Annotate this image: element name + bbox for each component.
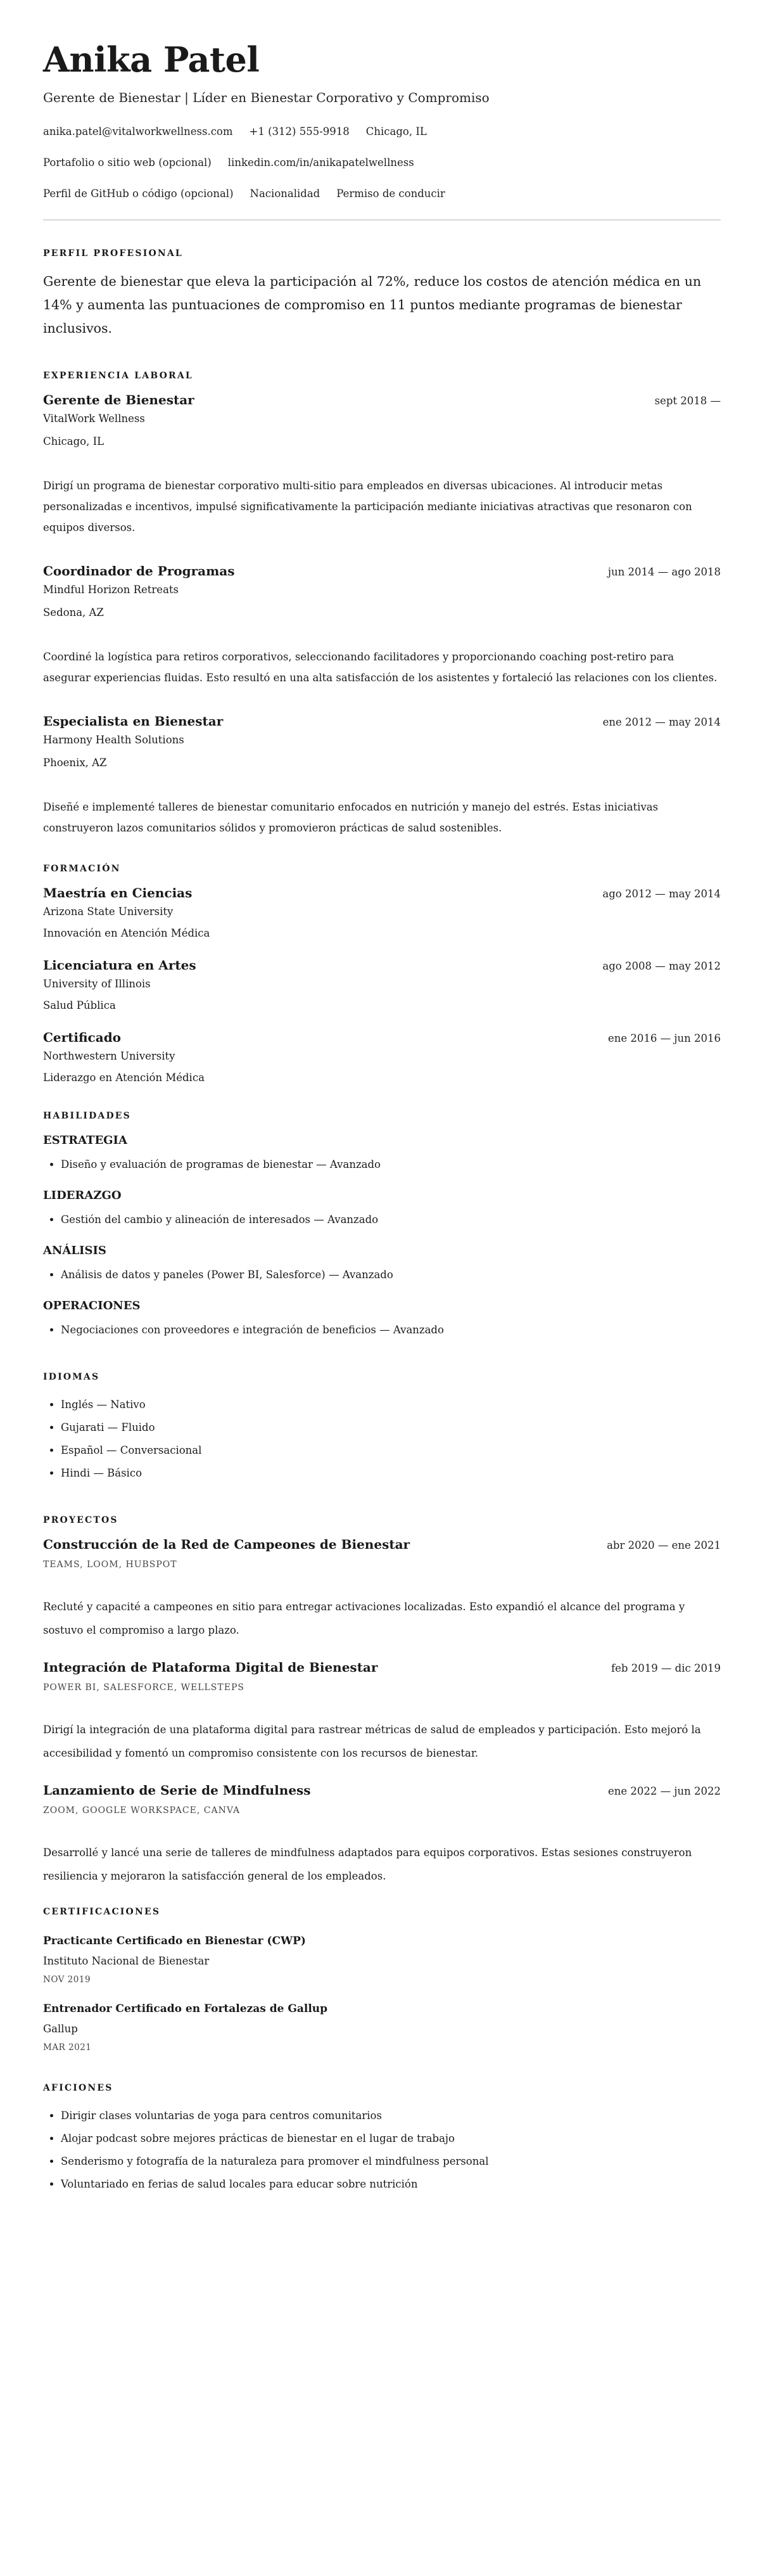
project-dates: ene 2022 — jun 2022 (608, 1785, 721, 1797)
skill-category: OPERACIONES (43, 1299, 141, 1312)
project-description: Desarrollé y lancé una serie de talleres de mindfulness adaptados para equipos corporativos. Estas sesiones construyeron resiliencia y mejoraron la satisfacción general de los empleados. (43, 1847, 692, 1882)
section-heading: PROYECTOS (43, 1515, 118, 1525)
certification-title: Entrenador Certificado en Fortalezas de Gallup (43, 2002, 328, 2015)
education-entry (43, 1030, 721, 1086)
nationality: Nacionalidad (250, 188, 320, 200)
education-entry (43, 958, 721, 1013)
degree: Maestría en Ciencias (43, 885, 193, 900)
driving-license: Permiso de conducir (336, 188, 445, 200)
github-link[interactable]: Perfil de GitHub o código (opcional) (43, 188, 234, 200)
section-heading: EXPERIENCIA LABORAL (43, 371, 193, 381)
section-heading: FORMACIÓN (43, 864, 121, 874)
project-dates: abr 2020 — ene 2021 (607, 1539, 721, 1551)
job-location: Chicago, IL (43, 435, 104, 447)
skill-category: ANÁLISIS (43, 1244, 106, 1257)
contact-row (43, 186, 721, 202)
job-title: Gerente de Bienestar (43, 392, 194, 407)
job-company: Harmony Health Solutions (43, 734, 184, 746)
skills-section (43, 1111, 721, 1342)
project-title: Lanzamiento de Serie de Mindfulness (43, 1783, 311, 1798)
skill-item: • Análisis de datos y paneles (Power BI, Salesforce) — Avanzado (61, 1264, 721, 1286)
school: Northwestern University (43, 1050, 175, 1062)
education-dates: ago 2008 — may 2012 (602, 960, 721, 972)
certification-date: MAR 2021 (43, 2042, 92, 2053)
experience-section (43, 371, 721, 838)
project-dates: feb 2019 — dic 2019 (611, 1662, 721, 1674)
project-title: Integración de Plataforma Digital de Bienestar (43, 1660, 378, 1675)
certification-entry (43, 2002, 721, 2053)
project-tech: POWER BI, SALESFORCE, WELLSTEPS (43, 1682, 244, 1693)
language-item: • Inglés — Nativo (61, 1394, 721, 1416)
project-entry (43, 1783, 721, 1888)
section-heading: IDIOMAS (43, 1372, 100, 1382)
job-company: Mindful Horizon Retreats (43, 584, 179, 596)
languages-section (43, 1372, 721, 1485)
summary-section (43, 248, 721, 340)
education-dates: ene 2016 — jun 2016 (608, 1032, 721, 1044)
hobbies-section (43, 2083, 721, 2196)
hobby-item: • Alojar podcast sobre mejores prácticas de bienestar en el lugar de trabajo (61, 2127, 721, 2150)
job-title: Coordinador de Programas (43, 563, 235, 579)
job-description: Diseñé e implementé talleres de bienestar comunitario enfocados en nutrición y manejo del estrés. Estas iniciativas construyeron lazos comunitarios sólidos y promovieron prácticas de salud sostenibles. (43, 801, 659, 834)
hobby-item: • Voluntariado en ferias de salud locales para educar sobre nutrición (61, 2173, 721, 2196)
job-entry (43, 714, 721, 838)
header-divider (43, 219, 721, 221)
contact-row (43, 155, 721, 170)
project-entry (43, 1660, 721, 1765)
job-location: Phoenix, AZ (43, 757, 107, 769)
linkedin-link[interactable]: linkedin.com/in/anikapatelwellness (227, 157, 414, 169)
skill-item: • Diseño y evaluación de programas de bienestar — Avanzado (61, 1153, 721, 1176)
field: Innovación en Atención Médica (43, 927, 210, 939)
phone: +1 (312) 555-9918 (249, 125, 350, 138)
project-title: Construcción de la Red de Campeones de Bienestar (43, 1537, 410, 1552)
job-dates: sept 2018 — (654, 395, 721, 407)
language-item: • Hindi — Básico (61, 1462, 721, 1485)
project-tech: TEAMS, LOOM, HUBSPOT (43, 1560, 177, 1570)
certification-title: Practicante Certificado en Bienestar (CWP) (43, 1935, 306, 1947)
section-heading: AFICIONES (43, 2083, 113, 2093)
school: University of Illinois (43, 978, 151, 990)
job-description: Coordiné la logística para retiros corporativos, seleccionando facilitadores y proporcionando coaching post-retiro para asegurar experiencias fluidas. Esto resultó en una alta satisfacción de los asistentes y fortaleció las relaciones con los clientes. (43, 651, 718, 684)
skill-category: ESTRATEGIA (43, 1134, 127, 1147)
job-dates: ene 2012 — may 2014 (602, 716, 721, 728)
email-link[interactable]: anika.patel@vitalworkwellness.com (43, 125, 233, 138)
job-company: VitalWork Wellness (43, 413, 145, 425)
job-entry (43, 392, 721, 538)
certification-entry (43, 1935, 721, 1985)
certification-issuer: Gallup (43, 2023, 78, 2035)
project-tech: ZOOM, GOOGLE WORKSPACE, CANVA (43, 1805, 241, 1816)
summary-text: Gerente de bienestar que eleva la participación al 72%, reduce los costos de atención médica en un 14% y aumenta las puntuaciones de compromiso en 11 puntos mediante programas de bienestar inclusivos. (43, 274, 702, 336)
job-entry (43, 563, 721, 688)
hobby-item: • Dirigir clases voluntarias de yoga para centros comunitarios (61, 2105, 721, 2127)
language-item: • Español — Conversacional (61, 1439, 721, 1462)
project-entry (43, 1537, 721, 1642)
job-description: Dirigí un programa de bienestar corporativo multi-sitio para empleados en diversas ubicaciones. Al introducir metas personalizadas e incentivos, impulsé significativamente la participación mediante iniciativas atractivas que resonaron con equipos diversos. (43, 480, 692, 534)
certification-date: NOV 2019 (43, 1975, 91, 1985)
education-dates: ago 2012 — may 2014 (602, 888, 721, 900)
portfolio-link[interactable]: Portafolio o sitio web (opcional) (43, 157, 212, 169)
education-entry (43, 885, 721, 941)
projects-section (43, 1515, 721, 1888)
project-description: Dirigí la integración de una plataforma digital para rastrear métricas de salud de empleados y participación. Esto mejoró la accesibilidad y fomentó un compromiso consistente con los recursos de bienestar. (43, 1724, 701, 1759)
resume-header (43, 37, 721, 202)
section-heading: CERTIFICACIONES (43, 1907, 161, 1917)
job-dates: jun 2014 — ago 2018 (607, 566, 721, 578)
skill-item: • Gestión del cambio y alineación de interesados — Avanzado (61, 1208, 721, 1231)
field: Salud Pública (43, 999, 116, 1011)
location: Chicago, IL (365, 125, 427, 138)
education-section (43, 864, 721, 1086)
job-title: Especialista en Bienestar (43, 714, 224, 729)
candidate-title: Gerente de Bienestar | Líder en Bienestar Corporativo y Compromiso (43, 90, 490, 105)
section-heading: HABILIDADES (43, 1111, 131, 1121)
school: Arizona State University (43, 906, 174, 918)
skill-category: LIDERAZGO (43, 1189, 122, 1202)
language-item: • Gujarati — Fluido (61, 1416, 721, 1439)
field: Liderazgo en Atención Médica (43, 1072, 205, 1084)
certifications-section (43, 1907, 721, 2053)
hobby-item: • Senderismo y fotografía de la naturaleza para promover el mindfulness personal (61, 2150, 721, 2173)
section-heading: PERFIL PROFESIONAL (43, 248, 183, 259)
job-location: Sedona, AZ (43, 606, 104, 618)
certification-issuer: Instituto Nacional de Bienestar (43, 1955, 210, 1967)
degree: Licenciatura en Artes (43, 958, 196, 973)
degree: Certificado (43, 1030, 122, 1045)
skill-item: • Negociaciones con proveedores e integración de beneficios — Avanzado (61, 1319, 721, 1342)
contact-row (43, 124, 721, 139)
project-description: Recluté y capacité a campeones en sitio para entregar activaciones localizadas. Esto expandió el alcance del programa y sostuvo el compromiso a largo plazo. (43, 1601, 685, 1636)
candidate-name: Anika Patel (43, 39, 260, 80)
